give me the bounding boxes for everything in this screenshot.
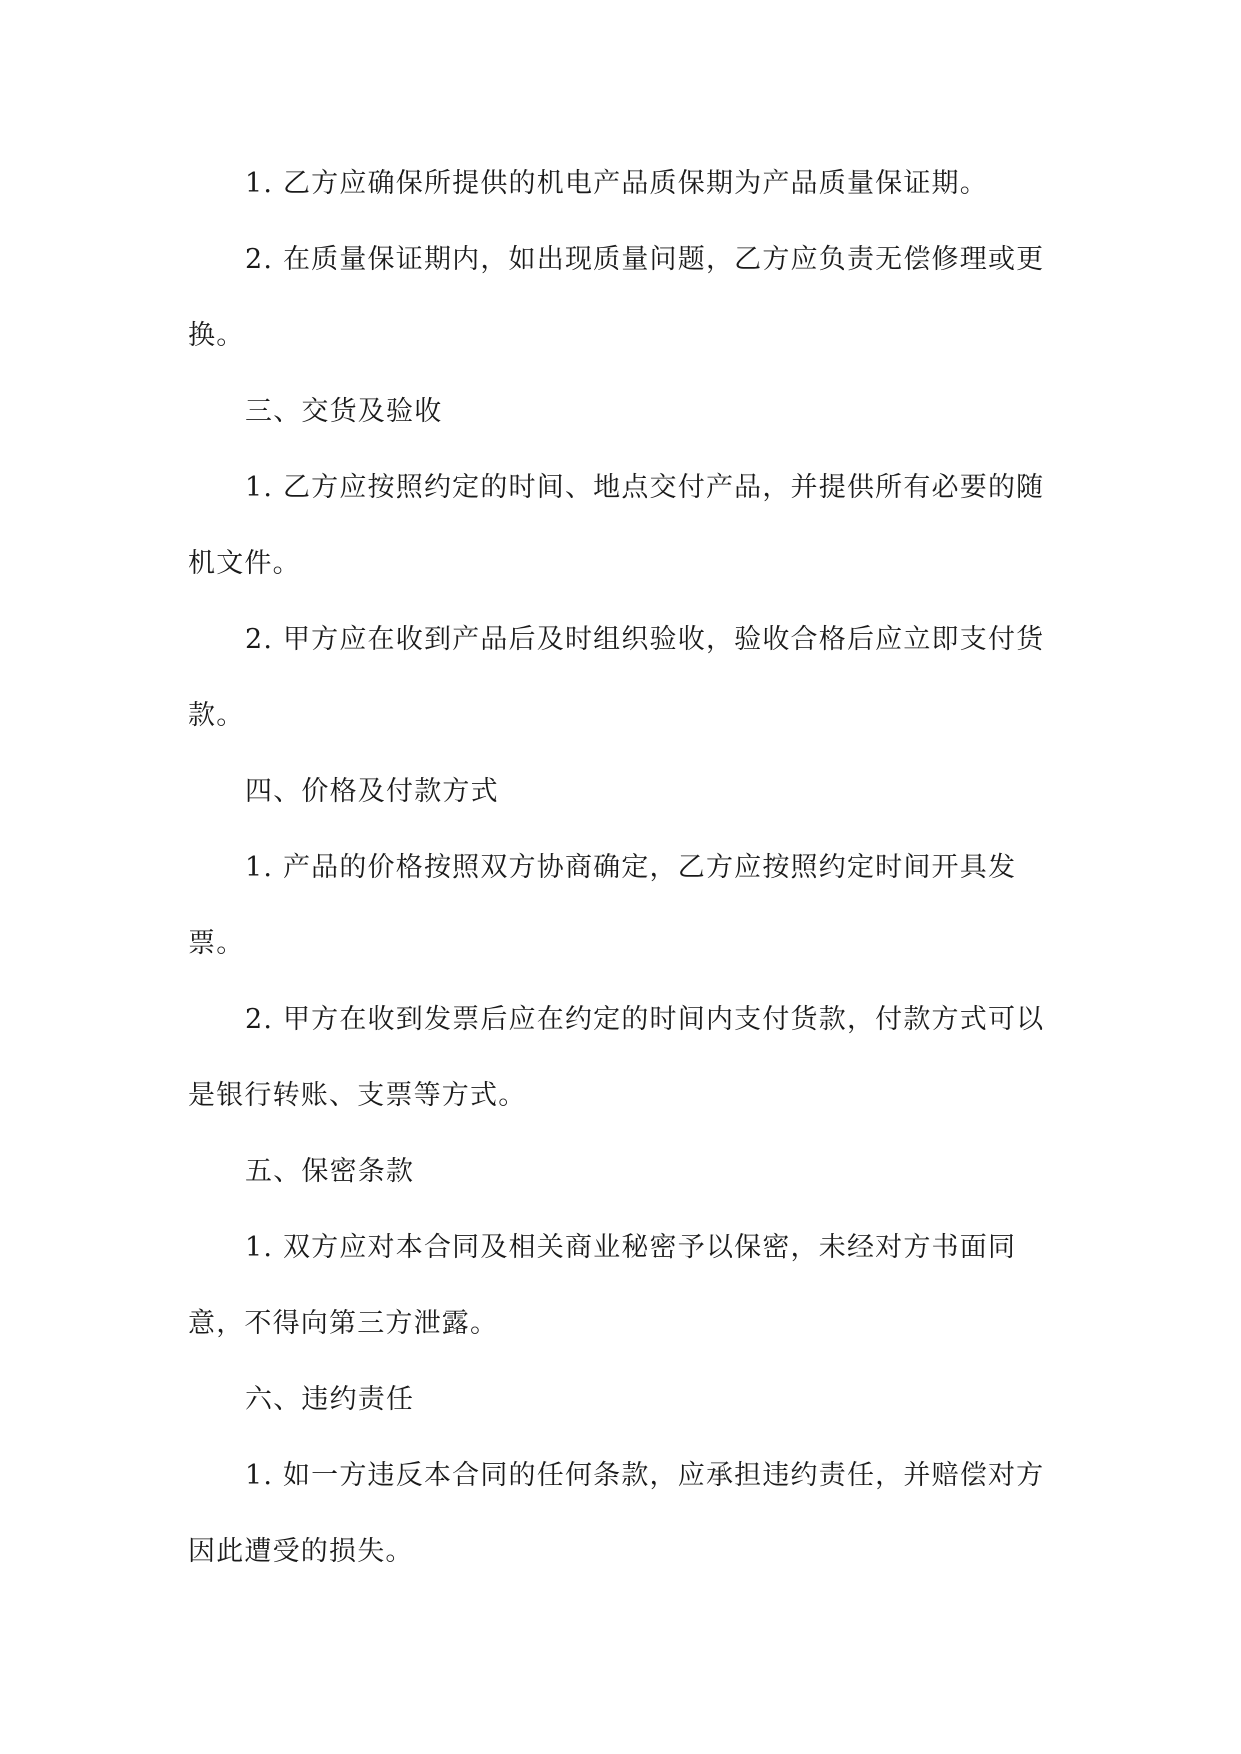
paragraph-warranty-period: 1. 乙方应确保所提供的机电产品质保期为产品质量保证期。	[245, 168, 988, 199]
paragraph-payment-method: 2. 甲方在收到发票后应在约定的时间内支付货款，付款方式可以是银行转账、支票等方式。	[188, 1004, 1045, 1111]
paragraph-acceptance: 2. 甲方应在收到产品后及时组织验收，验收合格后应立即支付货款。	[188, 624, 1045, 731]
document-body	[188, 146, 1048, 1590]
section-heading-liability: 六、违约责任	[245, 1384, 415, 1415]
paragraph-price-invoice: 1. 产品的价格按照双方协商确定，乙方应按照约定时间开具发票。	[188, 852, 1017, 959]
paragraph-confidentiality: 1. 双方应对本合同及相关商业秘密予以保密，未经对方书面同意，不得向第三方泄露。	[188, 1232, 1017, 1339]
section-heading-confidentiality: 五、保密条款	[245, 1156, 415, 1187]
section-heading-delivery: 三、交货及验收	[245, 396, 443, 427]
paragraph-warranty-repair: 2. 在质量保证期内，如出现质量问题，乙方应负责无偿修理或更换。	[188, 244, 1045, 351]
paragraph-delivery-time: 1. 乙方应按照约定的时间、地点交付产品，并提供所有必要的随机文件。	[188, 472, 1045, 579]
section-heading-price: 四、价格及付款方式	[245, 776, 499, 807]
paragraph-liability: 1. 如一方违反本合同的任何条款，应承担违约责任，并赔偿对方因此遭受的损失。	[188, 1460, 1045, 1567]
